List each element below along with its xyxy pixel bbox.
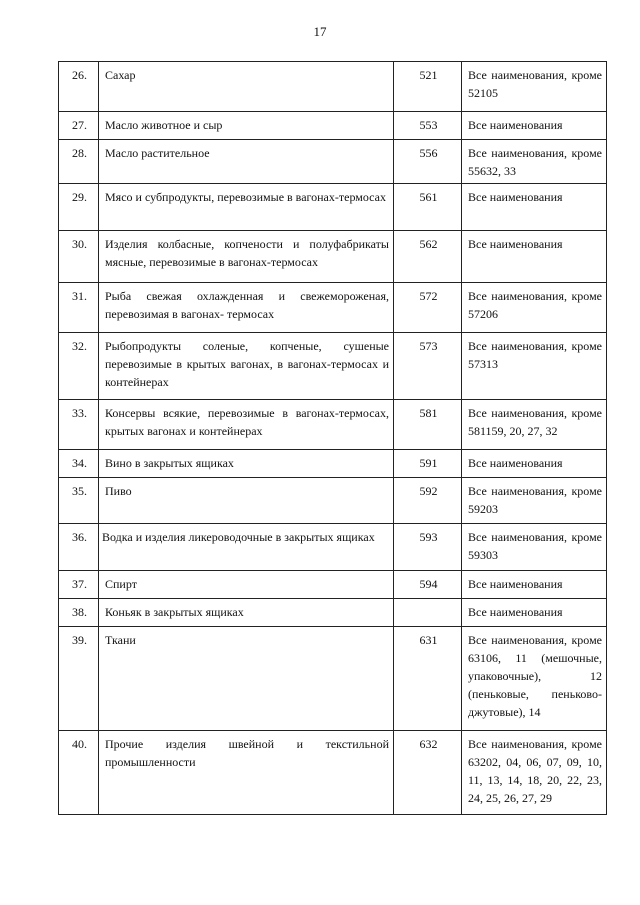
row-number: 40. <box>59 731 99 815</box>
table-row <box>59 450 607 478</box>
cargo-name: Прочие изделия швейной и текстильной промышленности <box>99 731 394 815</box>
cargo-name: Изделия колбасные, копчености и полуфабрикаты мясные, перевозимые в вагонах-термосах <box>99 231 394 283</box>
cargo-code: 592 <box>394 478 462 524</box>
cargo-note: Все наименования, кроме 63106, 11 (мешочные, упаковочные), 12 (пеньковые, пеньково-джутовые), 14 <box>462 627 607 731</box>
cargo-code: 572 <box>394 283 462 333</box>
row-number: 38. <box>59 599 99 627</box>
cargo-name: Спирт <box>99 571 394 599</box>
cargo-code: 591 <box>394 450 462 478</box>
table-row <box>59 62 607 112</box>
cargo-code: 553 <box>394 112 462 140</box>
table-row <box>59 283 607 333</box>
cargo-name: Ткани <box>99 627 394 731</box>
cargo-note: Все наименования, кроме 55632, 33 <box>462 140 607 184</box>
cargo-code: 594 <box>394 571 462 599</box>
goods-table <box>58 61 607 815</box>
cargo-note: Все наименования <box>462 599 607 627</box>
cargo-name: Коньяк в закрытых ящиках <box>99 599 394 627</box>
cargo-note: Все наименования <box>462 112 607 140</box>
cargo-code: 556 <box>394 140 462 184</box>
cargo-note: Все наименования <box>462 184 607 231</box>
table-row <box>59 599 607 627</box>
row-number: 34. <box>59 450 99 478</box>
row-number: 32. <box>59 333 99 400</box>
row-number: 28. <box>59 140 99 184</box>
cargo-name: Сахар <box>99 62 394 112</box>
table-row <box>59 184 607 231</box>
row-number: 37. <box>59 571 99 599</box>
cargo-note: Все наименования, кроме 52105 <box>462 62 607 112</box>
row-number: 36. <box>59 524 99 571</box>
table-row <box>59 140 607 184</box>
cargo-name: Мясо и субпродукты, перевозимые в вагонах-термосах <box>99 184 394 231</box>
cargo-name: Вино в закрытых ящиках <box>99 450 394 478</box>
cargo-code: 562 <box>394 231 462 283</box>
cargo-code: 631 <box>394 627 462 731</box>
table-row <box>59 627 607 731</box>
row-number: 33. <box>59 400 99 450</box>
table-row <box>59 478 607 524</box>
cargo-name: Масло животное и сыр <box>99 112 394 140</box>
table-row <box>59 231 607 283</box>
cargo-code: 593 <box>394 524 462 571</box>
table-row <box>59 400 607 450</box>
cargo-note: Все наименования, кроме 57206 <box>462 283 607 333</box>
cargo-note: Все наименования, кроме 581159, 20, 27, 32 <box>462 400 607 450</box>
row-number: 30. <box>59 231 99 283</box>
table-row <box>59 112 607 140</box>
cargo-name: Рыба свежая охлажденная и свежемороженая, перевозимая в вагонах- термосах <box>99 283 394 333</box>
cargo-code: 521 <box>394 62 462 112</box>
table-row <box>59 333 607 400</box>
row-number: 29. <box>59 184 99 231</box>
table-row <box>59 731 607 815</box>
cargo-name: Водка и изделия ликероводочные в закрытых ящиках <box>99 524 394 571</box>
page-number: 17 <box>313 24 327 39</box>
cargo-note: Все наименования, кроме 57313 <box>462 333 607 400</box>
cargo-name: Рыбопродукты соленые, копченые, сушеные перевозимые в крытых вагонах, в вагонах-термосах и контейнерах <box>99 333 394 400</box>
cargo-code <box>394 599 462 627</box>
row-number: 35. <box>59 478 99 524</box>
cargo-note: Все наименования, кроме 59203 <box>462 478 607 524</box>
table-row <box>59 524 607 571</box>
cargo-name: Консервы всякие, перевозимые в вагонах-термосах, крытых вагонах и контейнерах <box>99 400 394 450</box>
row-number: 31. <box>59 283 99 333</box>
cargo-code: 573 <box>394 333 462 400</box>
row-number: 27. <box>59 112 99 140</box>
cargo-name: Пиво <box>99 478 394 524</box>
cargo-note: Все наименования, кроме 63202, 04, 06, 07, 09, 10, 11, 13, 14, 18, 20, 22, 23, 24, 25, 26, 27, 29 <box>462 731 607 815</box>
cargo-note: Все наименования, кроме 59303 <box>462 524 607 571</box>
cargo-note: Все наименования <box>462 450 607 478</box>
cargo-note: Все наименования <box>462 231 607 283</box>
table-row <box>59 571 607 599</box>
cargo-code: 632 <box>394 731 462 815</box>
row-number: 26. <box>59 62 99 112</box>
row-number: 39. <box>59 627 99 731</box>
cargo-note: Все наименования <box>462 571 607 599</box>
cargo-name: Масло растительное <box>99 140 394 184</box>
cargo-code: 561 <box>394 184 462 231</box>
cargo-code: 581 <box>394 400 462 450</box>
